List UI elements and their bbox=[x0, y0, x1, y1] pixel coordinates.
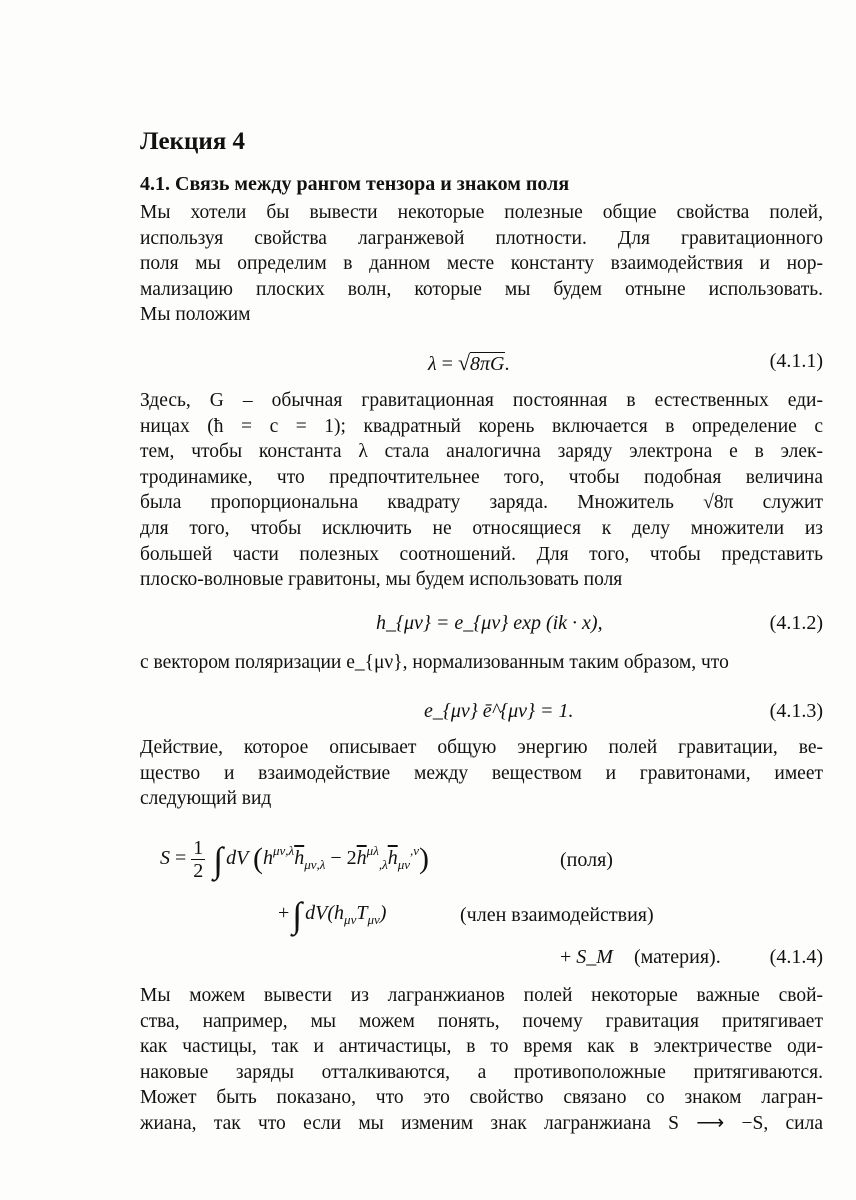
text-line: мализацию плоских волн, которые мы будем отныне использовать. bbox=[140, 278, 823, 300]
equation-body: h_{μν} = e_{μν} exp (ik · x), bbox=[376, 612, 603, 634]
text-line: была пропорциональна квадрату заряда. Множитель √8π служит bbox=[140, 492, 823, 514]
equation-4-1-3 bbox=[140, 700, 823, 732]
text-line: используя свойства лагранжевой плотности. Для гравитационного bbox=[140, 227, 823, 249]
text-line: щество и взаимодействие между веществом и гравитонами, имеет bbox=[140, 762, 823, 784]
text-line: наковые заряды отталкиваются, а противоположные притягиваются. bbox=[140, 1061, 823, 1083]
text-line: с вектором поляризации e_{μν}, нормализованным таким образом, что bbox=[140, 652, 729, 673]
equation-line-interaction bbox=[140, 895, 823, 940]
equation-body: +∫ $dV(h_{\mu\nu}T_{\mu\nu})$ bbox=[278, 895, 387, 935]
equation-label: (поля) bbox=[560, 849, 613, 871]
text-line: следующий вид bbox=[140, 788, 272, 810]
equation-body: S = $\frac{1}{2}$ ∫ dV $(h^{\mu\nu,\lambda}\overline{h}_{\mu\nu,\lambda} - 2\overline{h}^{\mu\lambda}_{,\lambda}\overline{h}_{\mu\nu}^{,\nu})$ bbox=[160, 837, 430, 882]
paragraph-intro bbox=[140, 200, 823, 328]
text-line: Мы хотели бы вывести некоторые полезные общие свойства полей, bbox=[140, 202, 823, 223]
fraction: $\frac{1}{2}$ bbox=[193, 837, 204, 882]
equation-number: (4.1.4) bbox=[769, 946, 823, 968]
text-line: большей части полезных соотношений. Для того, чтобы представить bbox=[140, 543, 823, 565]
equation-number: (4.1.3) bbox=[769, 700, 823, 722]
equation-line-matter bbox=[140, 946, 823, 978]
equation-4-1-2 bbox=[140, 612, 823, 644]
text-line: Здесь, G – обычная гравитационная постоянная в естественных еди- bbox=[140, 390, 823, 411]
chapter-title: Лекция 4 bbox=[140, 128, 246, 155]
equation-label: (материя). bbox=[634, 946, 721, 968]
equation-number: (4.1.1) bbox=[769, 350, 823, 372]
text-line: ницах (ħ = c = 1); квадратный корень включается в определение с bbox=[140, 415, 823, 437]
text-line: Может быть показано, что это свойство связано со знаком лагран- bbox=[140, 1087, 823, 1109]
text-line: тем, чтобы константа λ стала аналогична заряду электрона e в элек- bbox=[140, 441, 823, 463]
equation-4-1-1 bbox=[140, 350, 823, 382]
text-line: Мы положим bbox=[140, 304, 251, 326]
paragraph-definitions bbox=[140, 388, 823, 593]
equation-body: + S_M bbox=[560, 946, 613, 968]
paragraph-conclusion bbox=[140, 983, 823, 1137]
equation-label: (член взаимодействия) bbox=[460, 904, 654, 926]
paragraph-polarization bbox=[140, 650, 823, 676]
text-line: как частицы, так и античастицы, в то время как в электричестве оди- bbox=[140, 1036, 823, 1058]
section-title: 4.1. Связь между рангом тензора и знаком поля bbox=[140, 173, 570, 195]
text-line: поля мы определим в данном месте константу взаимодействия и нор- bbox=[140, 253, 823, 275]
equation-body: e_{μν} ē^{μν} = 1. bbox=[424, 700, 574, 722]
equation-line-fields bbox=[140, 837, 823, 885]
text-line: Действие, которое описывает общую энергию полей гравитации, ве- bbox=[140, 737, 823, 758]
text-line: Мы можем вывести из лагранжианов полей некоторые важные свой- bbox=[140, 985, 823, 1006]
text-line: ства, например, мы можем понять, почему гравитация притягивает bbox=[140, 1010, 823, 1032]
paragraph-action bbox=[140, 735, 823, 812]
equation-body: λ = √8πG. bbox=[428, 350, 510, 375]
text-line: плоско-волновые гравитоны, мы будем использовать поля bbox=[140, 569, 623, 591]
text-line: жиана, так что если мы изменим знак лагранжиана S ⟶ −S, сила bbox=[140, 1112, 823, 1134]
text-line: тродинамике, что предпочтительнее того, чтобы подобная величина bbox=[140, 466, 823, 488]
text-line: для того, чтобы исключить не относящиеся к делу множители из bbox=[140, 517, 823, 539]
equation-number: (4.1.2) bbox=[769, 612, 823, 634]
